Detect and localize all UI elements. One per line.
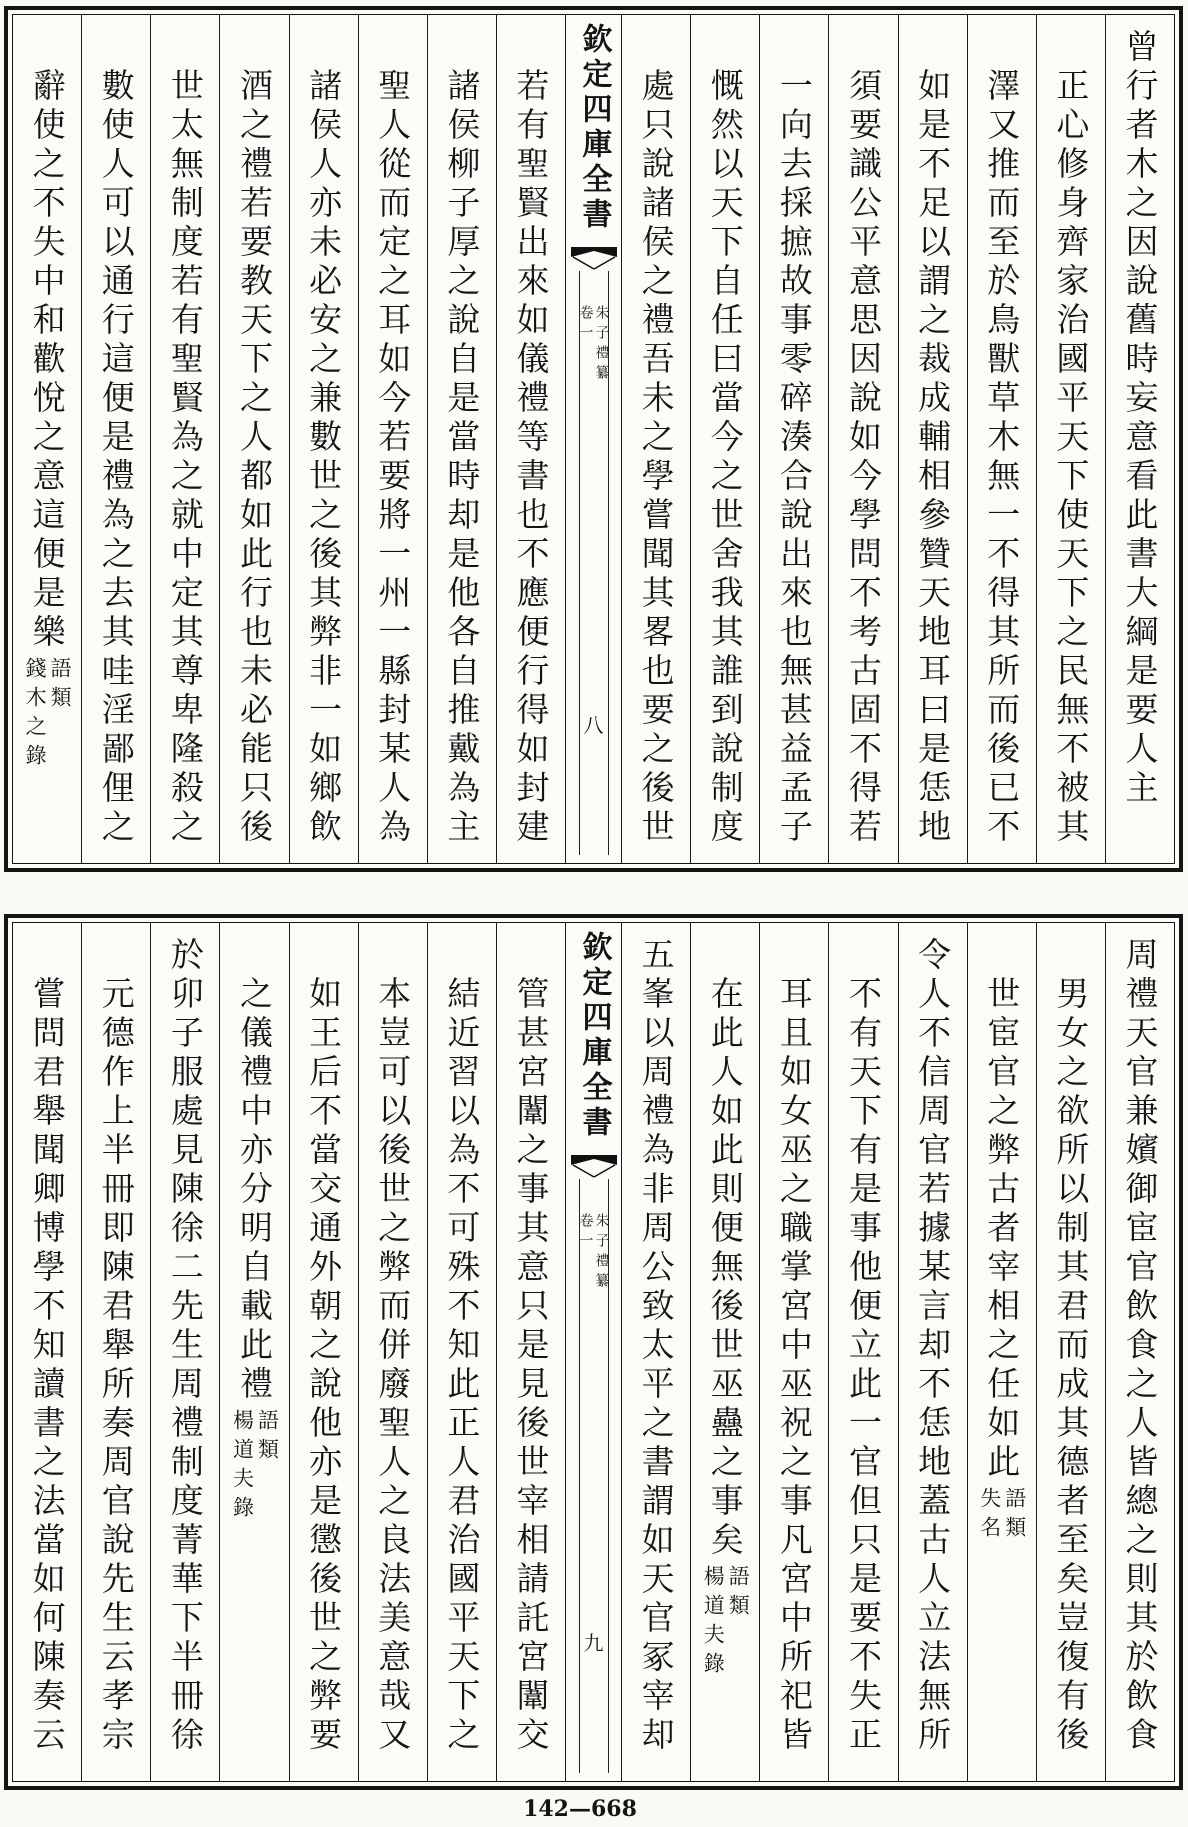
note-source: 語類 — [726, 1565, 751, 1623]
note-source: 語類 — [48, 657, 73, 715]
column-text: 須要識公平意思因說如今學問不考古固不得若 — [843, 68, 883, 848]
column-text: 酒之禮若要教天下之人都如此行也未必能只後 — [234, 68, 274, 848]
text-column — [967, 923, 1036, 1781]
center-channel — [579, 1179, 609, 1773]
leaf-number: 八 — [583, 713, 604, 737]
column-text: 元德作上半冊即陳君舉所奏周官說先生云孝宗 — [96, 976, 136, 1756]
text-column — [690, 15, 759, 863]
column-text: 結近習以為不可殊不知此正人君治國平天下之 — [442, 976, 482, 1756]
page-number: 142—668 — [523, 1796, 637, 1822]
page-panel-upper — [4, 6, 1183, 872]
column-text: 世宦官之弊古者宰相之任如此 — [982, 976, 1022, 1483]
column-text: 世太無制度若有聖賢為之就中定其尊卑隆殺之 — [165, 68, 205, 848]
column-text: 一向去採摭故事零碎湊合說出來也無甚益孟子 — [774, 68, 814, 848]
text-column — [219, 15, 288, 863]
column-text: 周禮天官兼嬪御宦官飲食之人皆總之則其於飲食 — [1120, 937, 1160, 1756]
column-text: 嘗問君舉聞卿博學不知讀書之法當如何陳奏云 — [27, 976, 67, 1756]
note-source: 語類 — [1002, 1487, 1027, 1545]
column-text: 如王后不當交通外朝之說他亦是懲後世之弊要 — [304, 976, 344, 1756]
text-column — [759, 923, 828, 1781]
column-text: 管甚宮闈之事其意只是見後世宰相請託宮闈交 — [511, 976, 551, 1756]
text-column — [690, 923, 759, 1781]
volume-label: 卷一 — [577, 305, 594, 345]
center-fold-column — [565, 15, 621, 863]
text-frame — [12, 922, 1175, 1782]
note-recorder: 楊道夫錄 — [230, 1409, 255, 1525]
text-column — [81, 923, 150, 1781]
fish-tail-icon — [571, 247, 617, 271]
text-column — [81, 15, 150, 863]
column-text: 諸侯人亦未必安之兼數世之後其弊非一如鄉飲 — [304, 68, 344, 848]
column-text: 令人不信周官若據某言却不恁地蓋古人立法無所 — [913, 937, 953, 1756]
column-text: 之儀禮中亦分明自載此禮 — [234, 976, 274, 1405]
book-caption — [579, 305, 609, 385]
text-column — [1105, 15, 1174, 863]
column-text: 澤又推而至於鳥獸草木無一不得其所而後已不 — [982, 68, 1022, 848]
text-column — [621, 15, 690, 863]
source-note — [979, 1487, 1025, 1545]
note-recorder: 失名 — [977, 1487, 1002, 1545]
column-text: 五峯以周禮為非周公致太平之書謂如天官冢宰却 — [636, 937, 676, 1756]
column-text: 若有聖賢出來如儀禮等書也不應便行得如封建 — [511, 68, 551, 848]
center-fold-column — [565, 923, 621, 1781]
column-text: 數使人可以通行這便是禮為之去其哇淫鄙俚之 — [96, 68, 136, 848]
text-column — [13, 15, 81, 863]
text-column — [1105, 923, 1174, 1781]
center-channel — [579, 271, 609, 855]
column-text: 耳且如女巫之職掌宮中巫祝之事凡宮中所祀皆 — [774, 976, 814, 1756]
column-text: 辭使之不失中和歡悅之意這便是樂 — [27, 68, 67, 653]
source-note — [230, 1409, 280, 1525]
column-text: 慨然以天下自任曰當今之世舍我其誰到說制度 — [705, 68, 745, 848]
column-text: 本豈可以後世之弊而併廢聖人之良法美意哉又 — [373, 976, 413, 1756]
text-column — [13, 923, 81, 1781]
text-column — [828, 15, 897, 863]
text-column — [289, 15, 358, 863]
column-text: 諸侯柳子厚之說自是當時却是他各自推戴為主 — [442, 68, 482, 848]
volume-label: 卷一 — [577, 1213, 594, 1253]
text-column — [621, 923, 690, 1781]
column-text: 不有天下有是事他便立此一官但只是要不失正 — [843, 976, 883, 1756]
text-column — [219, 923, 288, 1781]
text-column — [898, 15, 967, 863]
text-column — [427, 15, 496, 863]
leaf-number: 九 — [583, 1631, 604, 1655]
text-column — [358, 15, 427, 863]
source-note — [23, 657, 73, 773]
text-column — [496, 923, 565, 1781]
book-title: 朱子禮纂 — [593, 305, 610, 385]
source-note — [701, 1565, 751, 1681]
text-column — [967, 15, 1036, 863]
text-column — [150, 923, 219, 1781]
column-text: 如是不足以謂之裁成輔相參贊天地耳曰是恁地 — [913, 68, 953, 848]
text-column — [828, 923, 897, 1781]
column-text: 於卯子服處見陳徐二先生周禮制度菁華下半冊徐 — [165, 937, 205, 1756]
column-text: 曾行者木之因說舊時妄意看此書大綱是要人主 — [1120, 29, 1160, 809]
note-recorder: 錢木之錄 — [23, 657, 48, 773]
text-column — [496, 15, 565, 863]
text-column — [898, 923, 967, 1781]
column-text: 聖人從而定之耳如今若要將一州一縣封某人為 — [373, 68, 413, 848]
page-panel-lower — [4, 914, 1183, 1790]
column-text: 處只說諸侯之禮吾未之學嘗聞其畧也要之後世 — [636, 68, 676, 848]
collection-title: 欽定四庫全書 — [576, 23, 612, 233]
column-text: 男女之欲所以制其君而成其德者至矣豈復有後 — [1051, 976, 1091, 1756]
text-column — [759, 15, 828, 863]
text-column — [1036, 15, 1105, 863]
text-column — [1036, 923, 1105, 1781]
text-frame — [12, 14, 1175, 864]
note-recorder: 楊道夫錄 — [701, 1565, 726, 1681]
text-column — [427, 923, 496, 1781]
text-column — [150, 15, 219, 863]
book-caption — [579, 1213, 609, 1293]
book-title: 朱子禮纂 — [593, 1213, 610, 1293]
text-column — [289, 923, 358, 1781]
column-text: 正心修身齊家治國平天下使天下之民無不被其 — [1051, 68, 1091, 848]
collection-title: 欽定四庫全書 — [576, 931, 612, 1141]
note-source: 語類 — [255, 1409, 280, 1467]
text-column — [358, 923, 427, 1781]
column-text: 在此人如此則便無後世巫蠱之事矣 — [705, 976, 745, 1561]
fish-tail-icon — [571, 1155, 617, 1179]
